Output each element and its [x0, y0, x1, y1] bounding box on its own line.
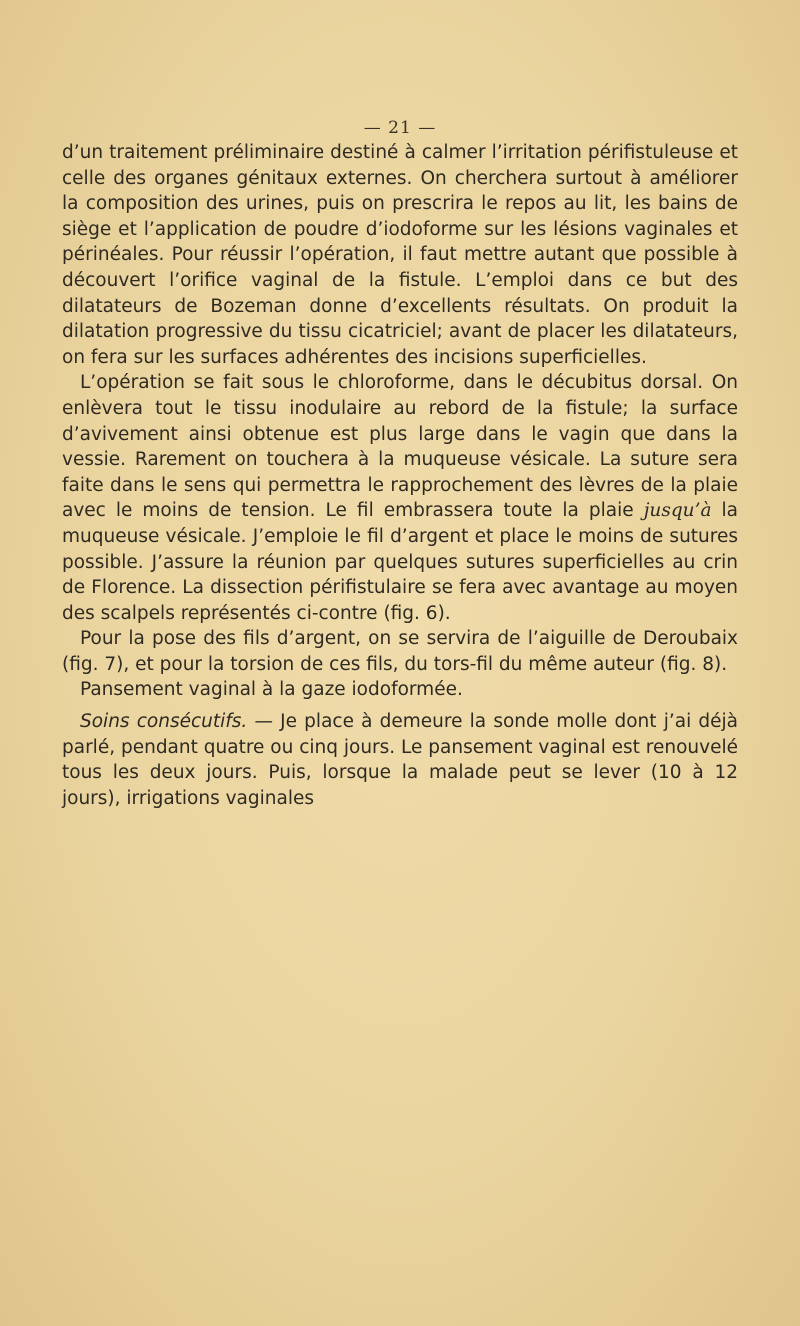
paragraph-4: Pansement vaginal à la gaze iodoformée.	[80, 679, 463, 701]
section-heading: Soins consécutifs.	[80, 711, 248, 733]
paragraph-2-emphasis: jusqu’à	[643, 500, 712, 522]
paragraph-3: Pour la pose des fils d’argent, on se servira de l’aiguille de Deroubaix (fig. 7), et pour la torsion de ces fils, du tors-fil du même auteur (fig. 8).	[62, 628, 738, 675]
paragraph-2	[62, 370, 738, 626]
body-text	[62, 140, 738, 811]
paragraph-1: d’un traitement préliminaire destiné à calmer l’irritation périfistuleuse et celle des organes génitaux externes. On cherchera surtout à améliorer la composition des urines, puis on prescrira le repos au lit, les bains de siège et l’application de poudre d’iodoforme sur les lésions vaginales et périnéales. Pour réussir l’opération, il faut mettre autant que possible à découvert l’orifice vaginal de la fistule. L’emploi dans ce but des dilatateurs de Bozeman donne d’excellents résultats. On produit la dilatation progressive du tissu cicatriciel; avant de placer les dilatateurs, on fera sur les surfaces adhérentes des incisions superficielles.	[62, 142, 738, 368]
paragraph-5	[62, 709, 738, 811]
paragraph-5-text: — Je place à demeure la sonde molle dont j’ai déjà parlé, pendant quatre ou cinq jours. Le pansement vaginal est renouvelé tous les deux jours. Puis, lorsque la malade peut se lever (10 à 12 jours), irrigations vaginales	[62, 711, 738, 809]
page-number: — 21 —	[363, 118, 437, 138]
paragraph-2-text-continued: la muqueuse vésicale. J’emploie le fil d’argent et place le moins de sutures possible. J’assure la réunion par quelques sutures superficielles au crin de Florence. La dissection périfistulaire se fera avec avantage au moyen des scalpels représentés ci-contre (fig. 6).	[62, 500, 739, 624]
paragraph-2-text: L’opération se fait sous le chloroforme, dans le décubitus dorsal. On enlèvera tout le tissu inodulaire au rebord de la fistule; la surface d’avivement ainsi obtenue est plus large dans le vagin que dans la vessie. Rarement on touchera à la muqueuse vésicale. La suture sera faite dans le sens qui permettra le rapprochement des lèvres de la plaie avec le moins de tension. Le fil embrassera toute la plaie	[62, 372, 738, 522]
